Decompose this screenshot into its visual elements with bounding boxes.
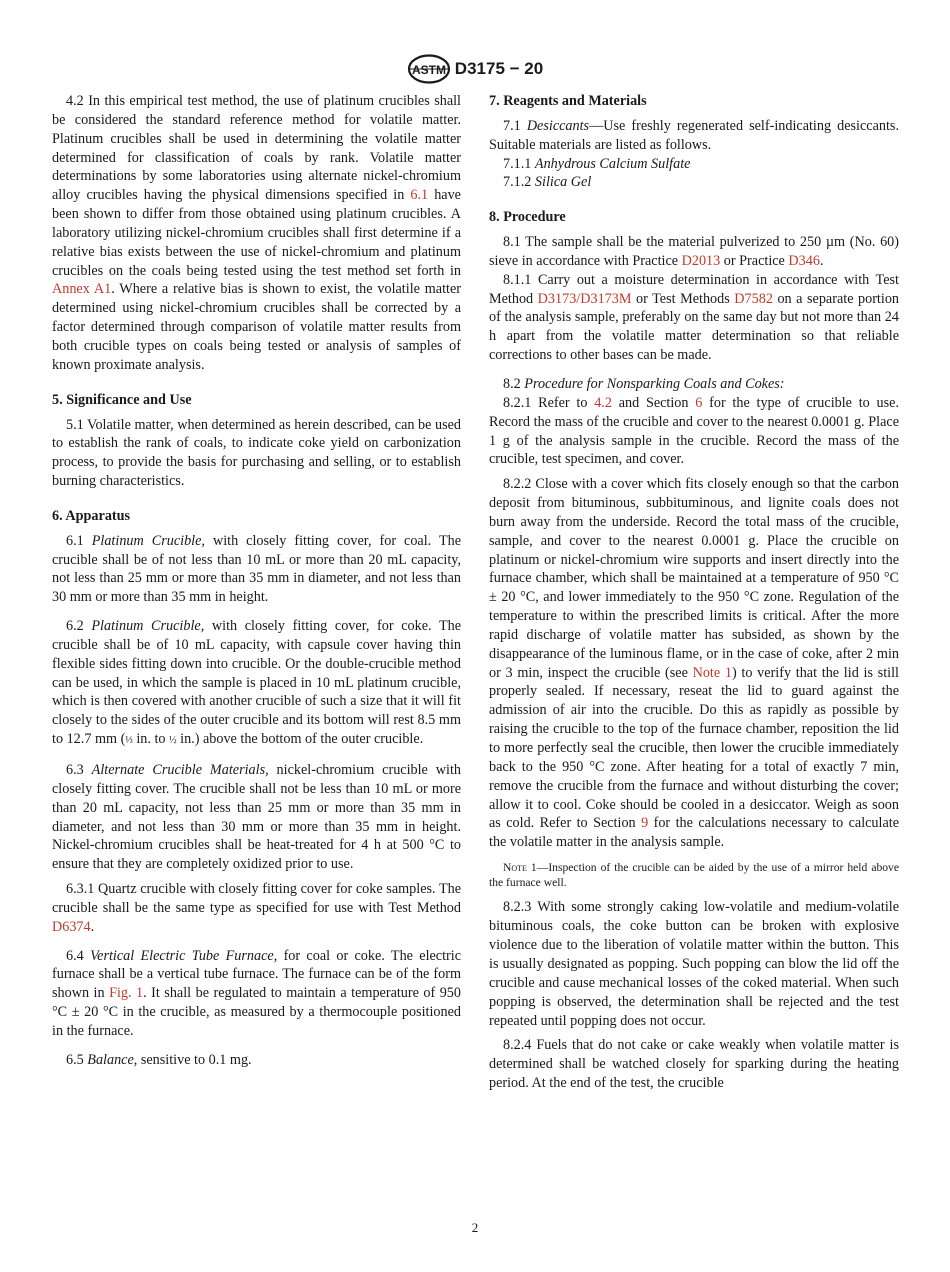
paragraph-6-1: 6.1 Platinum Crucible, with closely fitting cover, for coal. The crucible shall be of not less than 10 mL or more than 20 mL capacity, not less than 25 mm or more than 35 mm in diameter, and not less than 30 mm or more than 35 mm in height. xyxy=(52,532,462,606)
paragraph-6-3-1: 6.3.1 Quartz crucible with closely fitting cover for coke samples. The crucible shall be the same type as specified for use with Test Method D6374. xyxy=(52,881,461,935)
document-id: D3175 − 20 xyxy=(454,59,544,78)
paragraph-6-4: 6.4 Vertical Electric Tube Furnace, for coal or coke. The electric furnace shall be a vertical tube furnace. The furnace can be of the form shown in Fig. 1. It shall be regulated to maintain a temperature of 950 °C ± 20 °C in the crucible, as measured by a thermocouple positioned in the furnace. xyxy=(52,947,462,1039)
link-fig-1[interactable]: Fig. 1 xyxy=(109,985,144,1002)
section-7-heading: 7. Reagents and Materials xyxy=(489,93,647,109)
link-d6374[interactable]: D6374 xyxy=(52,918,91,935)
paragraph-7-1-2: 7.1.2 Silica Gel xyxy=(503,174,592,191)
link-6-1[interactable]: 6.1 xyxy=(410,187,429,204)
note-1: Note 1—Inspection of the crucible can be aided by the use of a mirror held above the furnace well. xyxy=(489,861,899,890)
link-section-9[interactable]: 9 xyxy=(641,815,649,832)
link-d7582[interactable]: D7582 xyxy=(734,290,773,307)
svg-text:ASTM: ASTM xyxy=(411,63,446,77)
link-d2013[interactable]: D2013 xyxy=(681,252,721,269)
paragraph-8-2-4: 8.2.4 Fuels that do not cake or cake weakly when volatile matter is determined shall be watched closely for sparking during the heating period. At the end of the test, the crucible xyxy=(489,1037,899,1092)
paragraph-7-1-1: 7.1.1 Anhydrous Calcium Sulfate xyxy=(503,155,691,172)
paragraph-6-5: 6.5 Balance, sensitive to 0.1 mg. xyxy=(66,1051,252,1068)
section-5-heading: 5. Significance and Use xyxy=(52,391,192,408)
link-4-2[interactable]: 4.2 xyxy=(594,394,612,411)
astm-logo-icon xyxy=(407,54,451,84)
page-header xyxy=(0,52,950,86)
paragraph-6-3: 6.3 Alternate Crucible Materials, nickel-chromium crucible with closely fitting cover. The crucible shall not be less than 10 mL or more than 20 mL capacity, not less than 25 mm or more than 35 mm in diameter, and not less than 30 mm or more than 35 mm in height. Nickel-chromium crucibles shall be heat-treated for 4 h at 500 °C to ensure that they are completely oxidized prior to use. xyxy=(52,762,461,873)
paragraph-8-2-1: 8.2.1 Refer to 4.2 and Section 6 for the type of crucible to use. Record the mass of the crucible and cover to the nearest 0.0001 g. Place 1 g of the analysis sample in the crucible. Record the mass of the crucible, test specimen, and cover. xyxy=(489,394,899,468)
link-annex-a1[interactable]: Annex A1 xyxy=(52,281,112,298)
paragraph-7-1: 7.1 Desiccants—Use freshly regenerated self-indicating desiccants. Suitable materials are listed as follows. xyxy=(489,117,899,153)
paragraph-8-2-2: 8.2.2 Close with a cover which fits closely enough so that the carbon deposit from bituminous, subbituminous, and lignite coals does not burn away from the underside. Record the total mass of the crucible, sample, and cover to the nearest 0.0001 g. Place the crucible on platinum or nickel-chromium wire supports and insert directly into the furnace chamber, which shall be maintained at a temperature of 950 °C ± 20 °C, and lower immediately to the 950 °C zone. Regulation of the temperature to within the prescribed limits is critical. After the more rapid discharge of volatile matter has subsided, as shown by the disappearance of the luminous flame, or in the case of coke, after 2 min or 3 min, inspect the crucible (see Note 1) to verify that the lid is still properly sealed. If necessary, reseat the lid to guard against the admission of air into the crucible. Do this as rapidly as possible by raising the crucible to the top of the furnace chamber, reposition the lid to more perfectly seal the crucible, then lower the crucible immediately back to the 950 °C zone. After heating for a total of exactly 7 min, remove the crucible from the furnace and without disturbing the cover; allow it to cool. Coke should be cooled in a desiccator. Weigh as soon as cold. Refer to Section 9 for the calculations necessary to calculate the volatile matter in the analysis sample. xyxy=(489,476,900,851)
page-number: 2 xyxy=(471,1220,479,1235)
link-note-1[interactable]: Note 1 xyxy=(692,664,732,681)
link-d3173[interactable]: D3173/D3173M xyxy=(537,290,632,307)
section-8-heading: 8. Procedure xyxy=(489,209,566,226)
paragraph-8-1: 8.1 The sample shall be the material pulverized to 250 µm (No. 60) sieve in accordance with Practice D2013 or Practice D346. xyxy=(489,234,899,269)
paragraph-6-2: 6.2 Platinum Crucible, with closely fitting cover, for coke. The crucible shall be of 10 mL capacity, with capsule cover having thin flexible sides fitting down into crucible. Or the double-crucible method can be used, in which the sample is placed in 10 mL platinum crucible, which is then covered with another crucible of such a size that it will fit closely to the sides of the outer crucible and its bottom will rest 8.5 mm to 12.7 mm (⅓ in. to ½ in.) above the bottom of the outer crucible. xyxy=(52,618,462,748)
section-6-heading: 6. Apparatus xyxy=(52,507,131,524)
paragraph-8-2-3: 8.2.3 With some strongly caking low-volatile and medium-volatile bituminous coals, the coke button can be broken with explosive violence due to the liberation of volatile matter within the button. This is usually designated as popping. Such popping can blow the lid off the crucible and cause mechanical losses of the coked material. When such popping is observed, the determination shall be rejected and the test repeated until popping does not occur. xyxy=(489,899,899,1029)
paragraph-5-1: 5.1 Volatile matter, when determined as herein described, can be used to establish the rank of coals, to indicate coke yield on carbonization process, to provide the basis for purchasing and selling, or to establish burning characteristics. xyxy=(52,416,461,490)
paragraph-4-2: 4.2 In this empirical test method, the use of platinum crucibles shall be considered the standard reference method for volatile matter. Platinum crucibles shall be used in determining the volatile matter determined for classification of coals by rank. Volatile matter determinations by some laboratories using alternate nickel-chromium alloy crucibles having the physical dimensions specified in 6.1 have been shown to differ from those obtained using platinum crucibles. A laboratory utilizing nickel-chromium crucibles shall first determine if a relative bias exists between the use of nickel-chromium and platinum crucibles on the coals being tested using the test method set forth in Annex A1. Where a relative bias is shown to exist, the volatile matter determined using nickel-chromium crucibles shall be corrected by a factor determined through comparison of volatile matter results from both crucible types on coals being tested or analysis of samples of known proximate analysis. xyxy=(52,93,461,373)
paragraph-8-2: 8.2 Procedure for Nonsparking Coals and Cokes: xyxy=(503,375,785,392)
paragraph-8-1-1: 8.1.1 Carry out a moisture determination in accordance with Test Method D3173/D3173M or Test Methods D7582 on a separate portion of the analysis sample, preferably on the same day but not more than 24 h apart from the volatile matter determination so that reliable corrections to other bases can be made. xyxy=(489,271,900,364)
link-d346[interactable]: D346 xyxy=(788,252,820,269)
left-column xyxy=(52,92,461,1076)
right-column xyxy=(489,92,899,1099)
link-section-6[interactable]: 6 xyxy=(695,394,703,411)
